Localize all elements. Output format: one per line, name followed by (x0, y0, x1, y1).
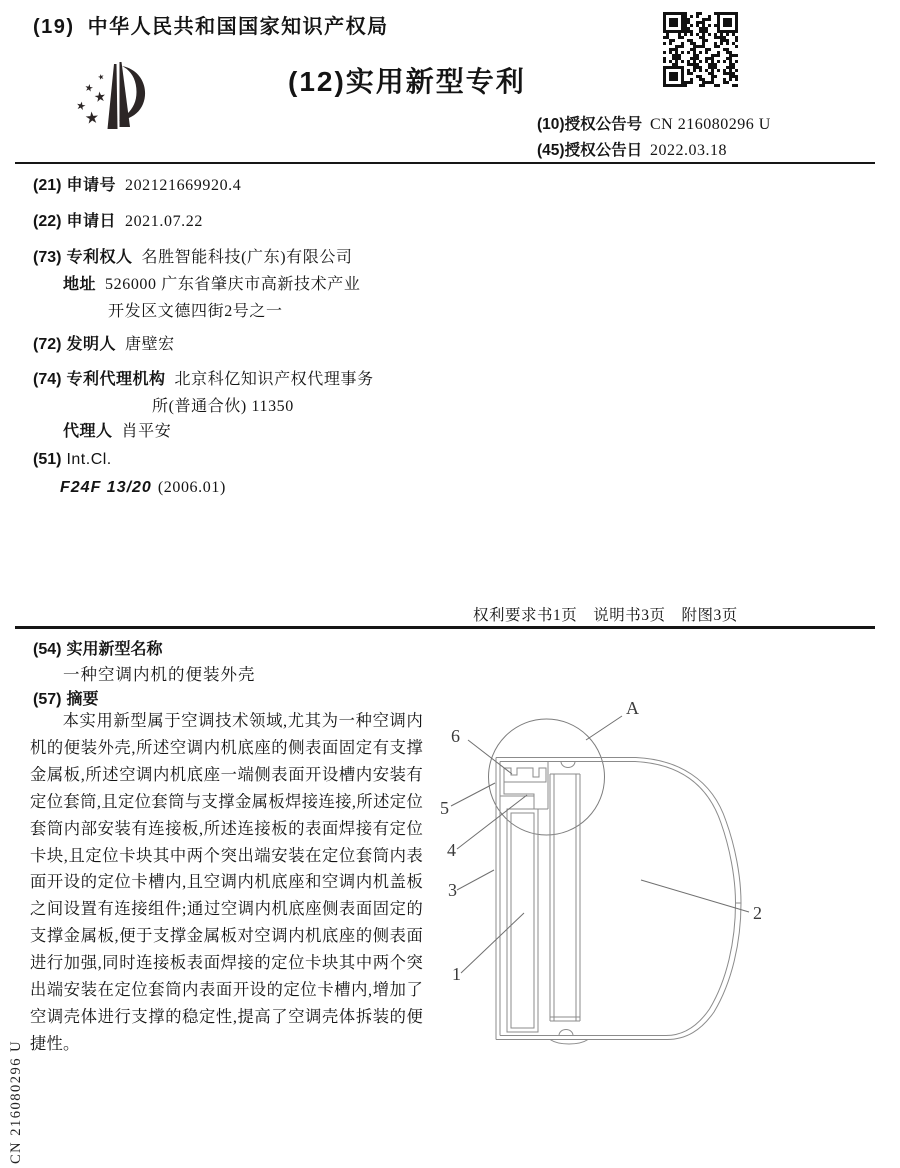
intcl-class: F24F 13/20 (60, 479, 152, 496)
cnipa-logo-icon (70, 57, 170, 142)
application-number-row (33, 172, 241, 195)
field-label: 专利代理机构 (66, 371, 166, 388)
pub-date-value: 2022.03.18 (649, 142, 727, 159)
invention-title: 一种空调内机的便装外壳 (63, 665, 256, 684)
field-value: 开发区文德四街2号之一 (108, 303, 283, 320)
pub-no-value: CN 216080296 U (649, 116, 771, 133)
field-code: (51) (33, 451, 62, 468)
figure-label-4: 4 (447, 840, 456, 860)
field-label: 申请号 (66, 177, 116, 194)
publication-number-line (537, 112, 771, 134)
leader-2 (641, 880, 749, 912)
figure-label-1: 1 (452, 964, 461, 984)
figure-label-A: A (626, 698, 639, 718)
field-code: (72) (33, 336, 62, 353)
section-code: (57) (33, 691, 62, 708)
field-label: 地址 (63, 276, 97, 293)
pub-date-label: (45)授权公告日 (537, 142, 643, 159)
kind-name: 实用新型专利 (345, 66, 526, 97)
office-line (33, 10, 389, 39)
field-label: 代理人 (63, 423, 113, 440)
figure-label-5: 5 (440, 798, 449, 818)
field-label: 发明人 (66, 336, 116, 353)
leader-5 (451, 783, 495, 806)
document-kind-title (288, 60, 526, 100)
leader-3 (457, 870, 494, 890)
office-code: (19) (33, 16, 75, 38)
address-row-2 (108, 298, 283, 321)
field-value: 肖平安 (121, 423, 172, 440)
inventor-row (33, 331, 175, 354)
pages-info: 权利要求书1页 说明书3页 附图3页 (473, 607, 738, 624)
leader-a (586, 716, 622, 740)
field-code: (21) (33, 177, 62, 194)
pub-no-label: (10)授权公告号 (537, 116, 643, 133)
kind-code: (12) (288, 66, 346, 97)
field-value: 2021.07.22 (124, 213, 203, 230)
agent-row (63, 418, 171, 441)
section-label: 摘要 (66, 691, 99, 708)
leader-4 (457, 795, 527, 849)
field-label: 申请日 (66, 213, 116, 230)
section-label: 实用新型名称 (66, 641, 163, 658)
leader-1 (461, 913, 524, 973)
intcl-row (33, 451, 121, 469)
agency-row-2 (152, 393, 294, 416)
field-label: Int.Cl. (66, 451, 112, 468)
figure-label-2: 2 (753, 903, 762, 923)
abstract-section-heading (33, 686, 98, 709)
biblio-divider (15, 626, 875, 629)
field-label: 专利权人 (66, 249, 133, 266)
patentee-row (33, 244, 353, 267)
field-value: 名胜智能科技(广东)有限公司 (141, 249, 353, 266)
intcl-class-row (60, 479, 226, 497)
field-value: 唐壁宏 (124, 336, 175, 353)
qr-code (663, 12, 738, 87)
publication-date-line (537, 138, 727, 160)
agency-row (33, 366, 374, 389)
field-code: (74) (33, 371, 62, 388)
field-value: 所(普通合伙) 11350 (152, 398, 294, 415)
abstract-text: 本实用新型属于空调技术领域,尤其为一种空调内机的便装外壳,所述空调内机底座的侧表面固定有支撑金属板,所述空调内机底座一端侧表面开设槽内安装有定位套筒,且定位套筒与支撑金属板焊接连接,所述定位套筒内部安装有连接板,所述连接板的表面焊接有定位卡块,且定位卡块其中两个突出端安装在定位套筒内表面开设的定位卡槽内,且空调内机底座和空调内机盖板之间设置有连接组件;通过空调内机底座侧表面固定的支撑金属板,便于支撑金属板对空调内机底座的侧表面进行加强,同时连接板表面焊接的定位卡块其中两个突出端安装在定位套筒内表面开设的定位卡槽内,增加了空调壳体进行支撑的稳定性,提高了空调壳体拆装的便捷性。 (30, 711, 423, 1053)
field-value: 202121669920.4 (124, 177, 242, 194)
office-name: 中华人民共和国国家知识产权局 (87, 16, 389, 38)
title-section-heading (33, 636, 162, 659)
field-code: (22) (33, 213, 62, 230)
figure-label-3: 3 (448, 880, 457, 900)
section-code: (54) (33, 641, 62, 658)
patent-figure (438, 684, 900, 1116)
field-value: 北京科亿知识产权代理事务 (174, 371, 374, 388)
address-row (63, 271, 360, 294)
side-publication-number: CN 216080296 U (8, 1039, 24, 1164)
field-code: (73) (33, 249, 62, 266)
application-date-row (33, 208, 203, 231)
header-divider (15, 162, 875, 164)
intcl-version: (2006.01) (157, 479, 226, 496)
field-value: 526000 广东省肇庆市高新技术产业 (105, 276, 361, 293)
figure-label-6: 6 (451, 726, 460, 746)
